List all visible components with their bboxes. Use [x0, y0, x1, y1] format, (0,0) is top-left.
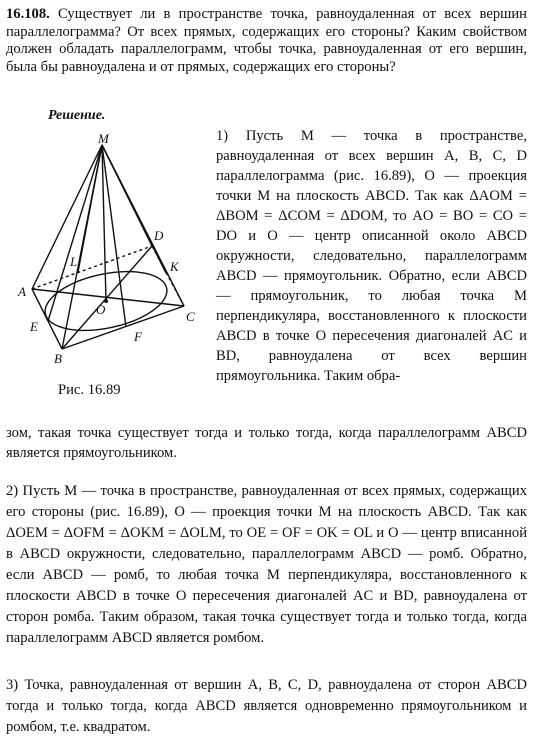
label-C: C	[186, 309, 195, 324]
apothem-MK	[102, 145, 166, 273]
solution-part-3: 3) Точка, равноудаленная от вершин A, B, C, D, равноудалена от сторон ABCD тогда и только тогда, когда ABCD является одновременно прямоугольником и ромбом, т.е. квадратом.	[6, 677, 527, 735]
solution-heading: Решение.	[48, 108, 106, 123]
solution-part-1: 1) Пусть M — точка в пространстве, равноудаленная от всех вершин A, B, C, D параллелограмма (рис. 16.89), O — проекция точки M на плоскость ABCD. Так как ΔAOM = ΔBOM = ΔCOM = ΔDOM, то AO = BO = CO = DO и O — центр описанной около ABCD окружности, следовательно, параллелограмм ABCD — прямоугольник. Обратно, если ABCD — прямоугольник, то любая точка M перпендикуляра, восстановленного к плоскости ABCD в точке O пересечения диагоналей AC и BD, равноудалена от всех вершин прямоугольника. Таким обра-	[216, 128, 527, 384]
label-L: L	[70, 254, 78, 269]
apothem-ME	[48, 145, 102, 321]
label-B: B	[54, 351, 62, 366]
label-M: M	[98, 131, 109, 146]
label-D: D	[154, 228, 164, 243]
pyramid-diagram	[14, 131, 204, 379]
label-F: F	[134, 329, 142, 344]
solution-part-2: 2) Пусть M — точка в пространстве, равноудаленная от всех прямых, содержащих его стороны (рис. 16.89), O — проекция точки M на плоскость ABCD. Так как ΔOEM = ΔOFM = ΔOKM = ΔOLM, то OE = OF = OK = OL и O — центр вписанной в ABCD окружности, следовательно, параллелограмм ABCD — ромб. Обратно, если ABCD — ромб, то любая точка M перпендикуляра, восстановленного к плоскости ABCD в точке O пересечения диагоналей AC и BD, равноудалена от сторон ромба. Таким образом, такая точка существует тогда и только тогда, когда параллелограмм ABCD является ромбом.	[6, 483, 527, 646]
edge-MA	[32, 145, 102, 289]
problem-statement	[6, 6, 527, 76]
label-A: A	[18, 284, 26, 299]
figure-pyramid	[14, 131, 204, 379]
label-O: O	[96, 302, 106, 317]
figure-caption: Рис. 16.89	[58, 382, 121, 398]
problem-number: 16.108.	[6, 6, 50, 22]
solution-part-1-continued: зом, такая точка существует тогда и только тогда, когда параллелограмм ABCD является прямоугольником.	[6, 425, 527, 461]
problem-text: Существует ли в пространстве точка, равноудаленная от всех вершин параллелограмма? От всех прямых, содержащих его стороны? Каким свойством должен обладать параллелограмм, чтобы точка, равноудаленная от его вершин, была бы равноудалена и от прямых, содержащих его стороны?	[6, 6, 527, 75]
label-K: K	[170, 259, 179, 274]
apothem-ML	[78, 145, 102, 272]
label-E: E	[30, 319, 38, 334]
